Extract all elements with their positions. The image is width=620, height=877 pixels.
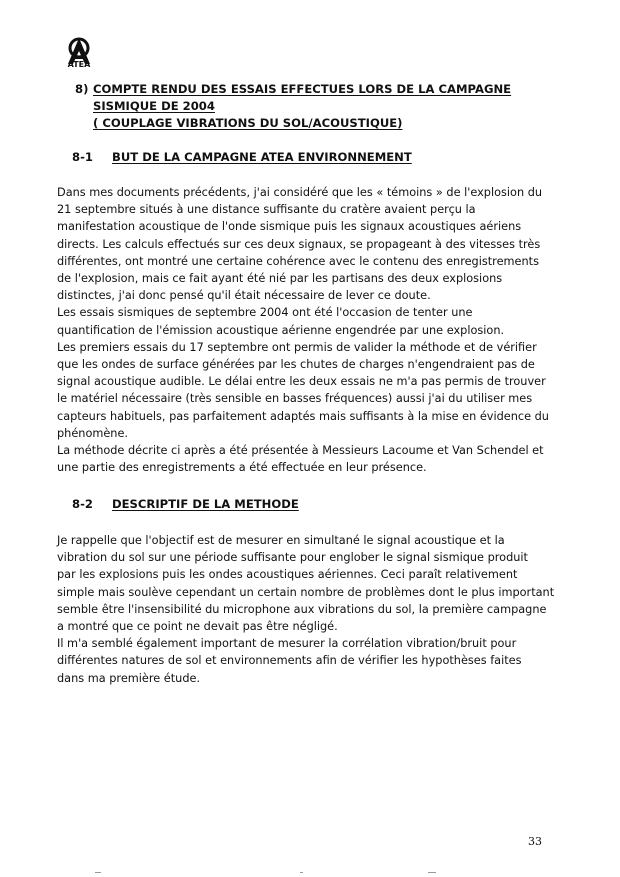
text-line: quantification de l'émission acoustique aérienne engendrée par une explosion.: [57, 323, 505, 337]
text-line: une partie des enregistrements a été effectuée en leur présence.: [57, 461, 427, 475]
text-line: différentes, ont montré une certaine cohérence avec le contenu des enregistrements: [57, 254, 539, 268]
section-heading-8-2: [72, 497, 299, 511]
scan-mark: [428, 872, 436, 873]
text-line: distinctes, j'ai donc pensé qu'il était nécessaire de lever ce doute.: [57, 289, 431, 303]
text-line: capteurs habituels, pas parfaitement adaptés mais suffisants à la mise en évidence du: [57, 409, 549, 423]
text-line: phénomène.: [57, 426, 129, 440]
text-line: simple mais soulève cependant un certain nombre de problèmes dont le plus important: [57, 585, 555, 599]
text-line: Je rappelle que l'objectif est de mesurer en simultané le signal acoustique et la: [57, 534, 505, 547]
text-line: Il m'a semblé également important de mesurer la corrélation vibration/bruit pour: [57, 637, 517, 651]
text-line: directs. Les calculs effectués sur ces deux signaux, se propageant à des vitesses très: [57, 237, 541, 251]
text-line: Les essais sismiques de septembre 2004 ont été l'occasion de tenter une: [57, 306, 473, 320]
scan-mark: [300, 872, 303, 873]
text-line: dans ma première étude.: [57, 671, 201, 685]
chapter-number: 8): [75, 82, 89, 96]
section-number: 8-2: [72, 497, 93, 511]
text-line: manifestation acoustique de l'onde sismique puis les signaux acoustiques aériens: [57, 220, 522, 234]
text-line: différentes natures de sol et environnements afin de vérifier les hypothèses faites: [57, 654, 522, 668]
section-number: 8-1: [72, 150, 93, 164]
text-line: le matériel nécessaire (très sensible en basses fréquences) aussi j'ai du utiliser mes: [57, 392, 533, 406]
page-number: 33: [528, 835, 542, 848]
section-heading-8-1: [72, 150, 412, 164]
section-title: DESCRIPTIF DE LA METHODE: [112, 497, 299, 511]
scan-mark: [95, 872, 101, 873]
chapter-title-line-1: COMPTE RENDU DES ESSAIS EFFECTUES LORS DE LA CAMPAGNE: [93, 82, 512, 96]
section-8-2-body: [57, 532, 557, 687]
text-line: semble être l'insensibilité du microphone aux vibrations du sol, la première campagne: [57, 602, 547, 616]
logo-lettering: ATEA: [67, 60, 91, 69]
text-line: de l'explosion, mais ce fait ayant été nié par les partisans des deux explosions: [57, 272, 503, 286]
text-line: Les premiers essais du 17 septembre ont permis de valider la méthode et de vérifier: [57, 340, 537, 354]
section-title: BUT DE LA CAMPAGNE ATEA ENVIRONNEMENT: [112, 150, 412, 164]
atea-logo-icon: [57, 34, 101, 78]
text-line: que les ondes de surface générées par les chutes de charges n'engendraient pas de: [57, 358, 535, 372]
text-line: par les explosions puis les ondes acoustiques aériennes. Ceci paraît relativement: [57, 568, 518, 582]
chapter-heading: [75, 81, 511, 132]
text-line: 21 septembre situés à une distance suffisante du cratère avaient perçu la: [57, 203, 476, 217]
text-line: vibration du sol sur une période suffisante pour englober le signal sismique produit: [57, 551, 528, 565]
text-line: La méthode décrite ci après a été présentée à Messieurs Lacoume et Van Schendel et: [57, 444, 544, 458]
text-line: Dans mes documents précédents, j'ai considéré que les « témoins » de l'explosion du: [57, 186, 543, 199]
chapter-title-line-2: SISMIQUE DE 2004: [93, 99, 215, 113]
section-8-1-body: [57, 184, 557, 476]
chapter-title-line-3: ( COUPLAGE VIBRATIONS DU SOL/ACOUSTIQUE): [93, 116, 403, 130]
text-line: a montré que ce point ne devait pas être négligé.: [57, 620, 338, 634]
text-line: signal acoustique audible. Le délai entre les deux essais ne m'a pas permis de trouver: [57, 375, 546, 389]
